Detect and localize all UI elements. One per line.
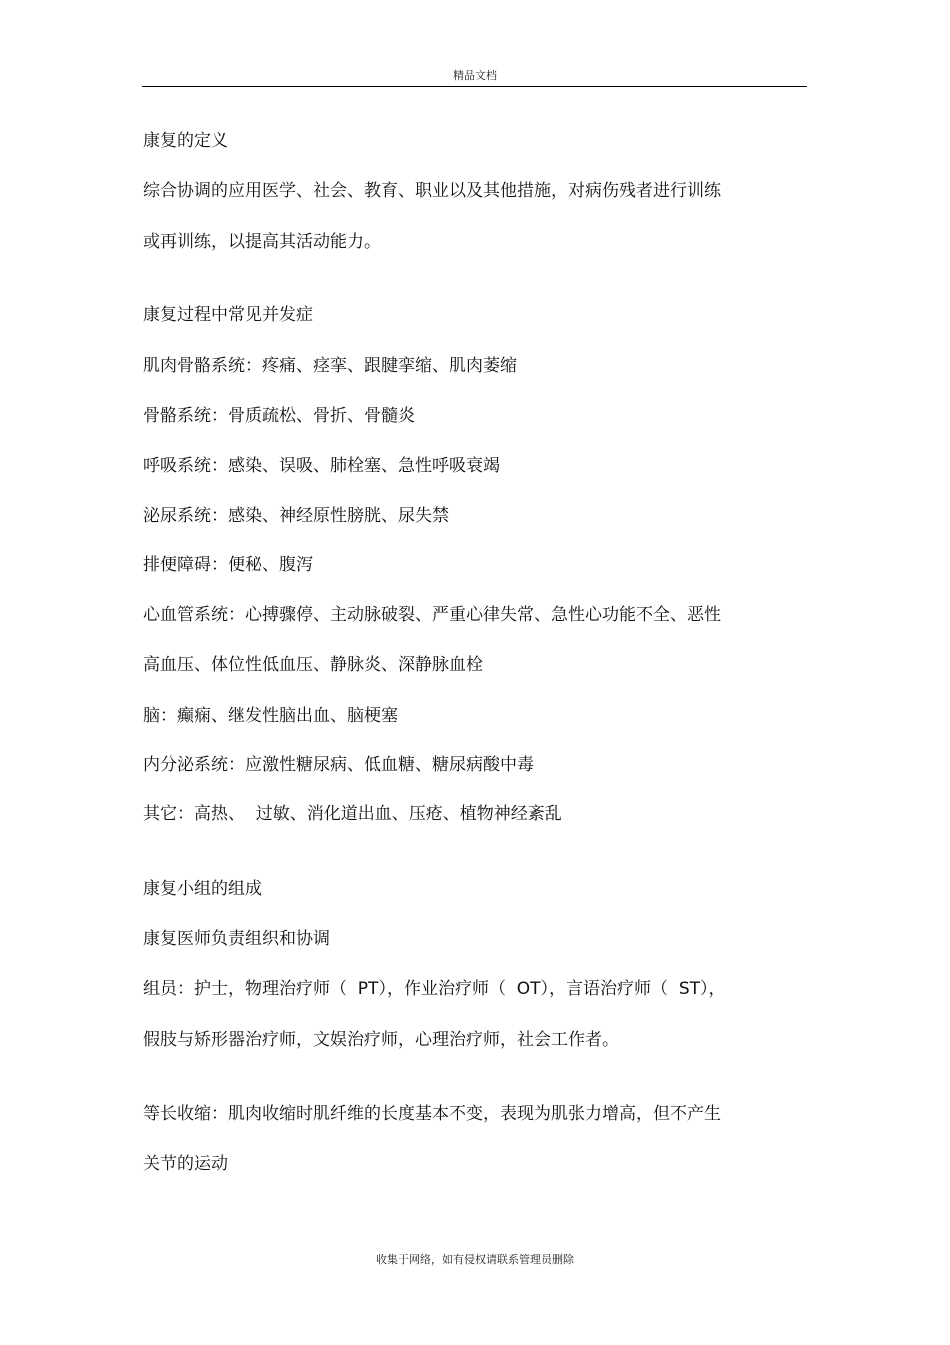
paragraph-line: 关节的运动 [143,1154,228,1174]
paragraph-line: 高血压、体位性低血压、静脉炎、深静脉血栓 [143,655,483,675]
paragraph-line: 内分泌系统：应激性糖尿病、低血糖、糖尿病酸中毒 [143,755,534,775]
paragraph-line: 康复医师负责组织和协调 [143,929,330,949]
heading-rehab-team: 康复小组的组成 [143,879,262,899]
paragraph-line: 脑：癫痫、继发性脑出血、脑梗塞 [143,706,398,726]
paragraph-line: 其它：高热、 过敏、消化道出血、压疮、植物神经紊乱 [143,804,562,824]
paragraph-line: 排便障碍：便秘、腹泻 [143,555,313,575]
paragraph-line: 心血管系统：心搏骤停、主动脉破裂、严重心律失常、急性心功能不全、恶性 [143,605,721,625]
paragraph-line: 综合协调的应用医学、社会、教育、职业以及其他措施，对病伤残者进行训练 [143,181,721,201]
heading-rehab-definition: 康复的定义 [143,131,228,151]
paragraph-line: 组员：护士，物理治疗师（ PT），作业治疗师（ OT），言语治疗师（ ST）， [143,979,726,999]
paragraph-line: 或再训练，以提高其活动能力。 [143,232,381,252]
heading-complications: 康复过程中常见并发症 [143,305,313,325]
paragraph-line: 呼吸系统：感染、误吸、肺栓塞、急性呼吸衰竭 [143,456,500,476]
paragraph-line: 泌尿系统：感染、神经原性膀胱、尿失禁 [143,506,449,526]
header-divider [142,86,807,87]
paragraph-line: 肌肉骨骼系统：疼痛、痉挛、跟腱挛缩、肌肉萎缩 [143,356,517,376]
page-footer: 收集于网络，如有侵权请联系管理员删除 [376,1253,574,1266]
paragraph-line: 假肢与矫形器治疗师，文娱治疗师，心理治疗师，社会工作者。 [143,1030,619,1050]
paragraph-line: 骨骼系统：骨质疏松、骨折、骨髓炎 [143,406,415,426]
paragraph-line: 等长收缩：肌肉收缩时肌纤维的长度基本不变，表现为肌张力增高，但不产生 [143,1104,721,1124]
page-header: 精品文档 [453,69,497,82]
